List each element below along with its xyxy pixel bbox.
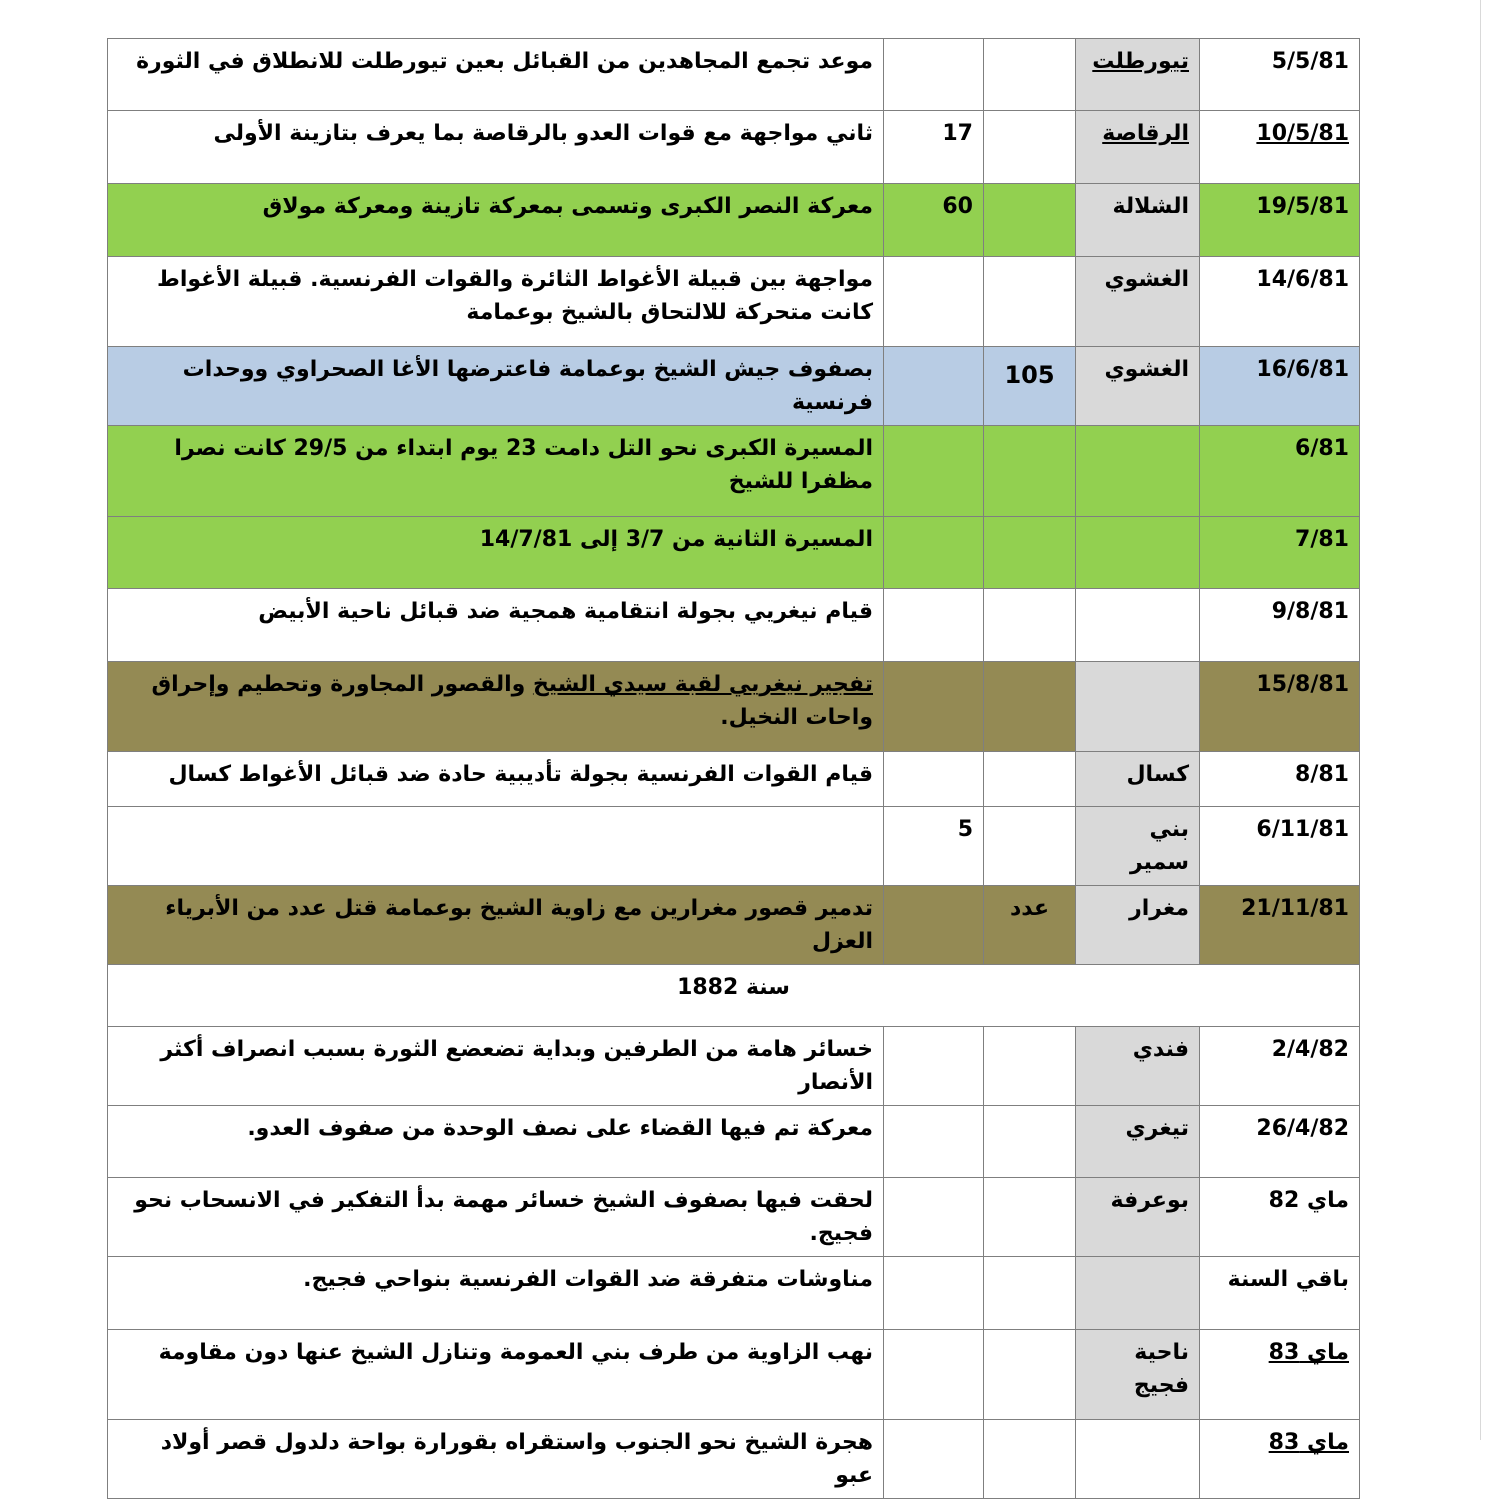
table-row: [108, 39, 1360, 111]
number-cell: [884, 662, 984, 752]
note-cell: عدد: [984, 886, 1076, 965]
number-cell: 60: [884, 184, 984, 257]
description-cell: لحقت فيها بصفوف الشيخ خسائر مهمة بدأ التفكير في الانسحاب نحو فجيج.: [108, 1178, 884, 1257]
date-cell: 16/6/81: [1200, 347, 1360, 426]
place-cell: [1076, 589, 1200, 662]
table-row: [108, 1027, 1360, 1106]
table-row: [108, 1330, 1360, 1420]
date-cell: 26/4/82: [1200, 1106, 1360, 1178]
year-heading: سنة 1882: [108, 965, 1360, 1027]
number-cell: [884, 517, 984, 589]
place-cell: [1076, 662, 1200, 752]
place-cell: [1076, 517, 1200, 589]
description-cell: هجرة الشيخ نحو الجنوب واستقراه بقورارة بواحة دلدول قصر أولاد عبو: [108, 1420, 884, 1499]
description-cell: خسائر هامة من الطرفين وبداية تضعضع الثورة بسبب انصراف أكثر الأنصار: [108, 1027, 884, 1106]
number-cell: [884, 1106, 984, 1178]
place-cell: [1076, 1420, 1200, 1499]
note-cell: [984, 184, 1076, 257]
note-cell: [984, 1178, 1076, 1257]
place-cell: الرقاصة: [1076, 111, 1200, 184]
place-cell: الغشوي: [1076, 257, 1200, 347]
table-row: [108, 426, 1360, 517]
description-cell: قيام القوات الفرنسية بجولة تأديبية حادة ضد قبائل الأغواط كسال: [108, 752, 884, 807]
date-cell: 21/11/81: [1200, 886, 1360, 965]
description-cell: تدمير قصور مغرارين مع زاوية الشيخ بوعمامة قتل عدد من الأبرياء العزل: [108, 886, 884, 965]
note-cell: [984, 111, 1076, 184]
place-cell: الغشوي: [1076, 347, 1200, 426]
date-cell: 10/5/81: [1200, 111, 1360, 184]
place-cell: تيورطلت: [1076, 39, 1200, 111]
table-row: [108, 111, 1360, 184]
place-cell: مغرار: [1076, 886, 1200, 965]
note-cell: [984, 39, 1076, 111]
number-cell: 17: [884, 111, 984, 184]
note-cell: [984, 426, 1076, 517]
note-cell: [984, 1420, 1076, 1499]
table-row: [108, 589, 1360, 662]
date-cell: 6/11/81: [1200, 807, 1360, 886]
table-row: [108, 1257, 1360, 1330]
date-cell: باقي السنة: [1200, 1257, 1360, 1330]
number-cell: 5: [884, 807, 984, 886]
description-cell: المسيرة الكبرى نحو التل دامت 23 يوم ابتداء من 29/5 كانت نصرا مظفرا للشيخ: [108, 426, 884, 517]
date-cell: ماي 83: [1200, 1330, 1360, 1420]
table-row: [108, 662, 1360, 752]
table-row: [108, 1420, 1360, 1499]
description-cell: [108, 662, 884, 752]
number-cell: [884, 1178, 984, 1257]
table-row: [108, 807, 1360, 886]
table-row: [108, 517, 1360, 589]
table-row: [108, 1106, 1360, 1178]
date-cell: 5/5/81: [1200, 39, 1360, 111]
place-cell: كسال: [1076, 752, 1200, 807]
note-cell: [984, 1027, 1076, 1106]
place-cell: ناحية فجيج: [1076, 1330, 1200, 1420]
note-cell: [984, 662, 1076, 752]
place-cell: الشلالة: [1076, 184, 1200, 257]
place-cell: فندي: [1076, 1027, 1200, 1106]
table-row: [108, 257, 1360, 347]
date-cell: 14/6/81: [1200, 257, 1360, 347]
description-cell: معركة النصر الكبرى وتسمى بمعركة تازينة ومعركة مولاق: [108, 184, 884, 257]
place-cell: [1076, 1257, 1200, 1330]
table-row: [108, 347, 1360, 426]
note-cell: [984, 517, 1076, 589]
note-cell: 105: [984, 347, 1076, 426]
place-cell: تيغري: [1076, 1106, 1200, 1178]
description-cell: مواجهة بين قبيلة الأغواط الثائرة والقوات الفرنسية. قبيلة الأغواط كانت متحركة للالتحاق بالشيخ بوعمامة: [108, 257, 884, 347]
note-cell: [984, 1257, 1076, 1330]
description-cell: [108, 807, 884, 886]
description-cell: ثاني مواجهة مع قوات العدو بالرقاصة بما يعرف بتازينة الأولى: [108, 111, 884, 184]
date-cell: 15/8/81: [1200, 662, 1360, 752]
note-cell: [984, 1106, 1076, 1178]
description-cell: مناوشات متفرقة ضد القوات الفرنسية بنواحي فجيج.: [108, 1257, 884, 1330]
date-cell: 6/81: [1200, 426, 1360, 517]
note-cell: [984, 589, 1076, 662]
number-cell: [884, 886, 984, 965]
number-cell: [884, 257, 984, 347]
number-cell: [884, 1420, 984, 1499]
description-cell: قيام نيغريي بجولة انتقامية همجية ضد قبائل ناحية الأبيض: [108, 589, 884, 662]
description-underlined: تفجير نيغريي لقبة سيدي الشيخ: [532, 672, 873, 697]
number-cell: [884, 1257, 984, 1330]
table-row: [108, 886, 1360, 965]
table-row: [108, 184, 1360, 257]
number-cell: [884, 752, 984, 807]
description-cell: معركة تم فيها القضاء على نصف الوحدة من صفوف العدو.: [108, 1106, 884, 1178]
date-cell: 8/81: [1200, 752, 1360, 807]
note-cell: [984, 807, 1076, 886]
table-row: [108, 1178, 1360, 1257]
description-rest: والقصور المجاورة وتحطيم وإحراق واحات النخيل.: [151, 672, 873, 730]
place-cell: [1076, 426, 1200, 517]
number-cell: [884, 1027, 984, 1106]
date-cell: ماي 82: [1200, 1178, 1360, 1257]
year-heading-row: [108, 965, 1360, 1027]
table-row: [108, 752, 1360, 807]
place-cell: بني سمير: [1076, 807, 1200, 886]
note-cell: [984, 752, 1076, 807]
number-cell: [884, 1330, 984, 1420]
place-cell: بوعرفة: [1076, 1178, 1200, 1257]
date-cell: 19/5/81: [1200, 184, 1360, 257]
date-cell: 2/4/82: [1200, 1027, 1360, 1106]
date-cell: 7/81: [1200, 517, 1360, 589]
number-cell: [884, 347, 984, 426]
description-cell: نهب الزاوية من طرف بني العمومة وتنازل الشيخ عنها دون مقاومة: [108, 1330, 884, 1420]
number-cell: [884, 589, 984, 662]
date-cell: ماي 83: [1200, 1420, 1360, 1499]
description-cell: بصفوف جيش الشيخ بوعمامة فاعترضها الأغا الصحراوي ووحدات فرنسية: [108, 347, 884, 426]
number-cell: [884, 39, 984, 111]
note-cell: [984, 257, 1076, 347]
chronology-table: [107, 38, 1360, 1499]
description-cell: المسيرة الثانية من 3/7 إلى 14/7/81: [108, 517, 884, 589]
description-cell: موعد تجمع المجاهدين من القبائل بعين تيورطلت للانطلاق في الثورة: [108, 39, 884, 111]
date-cell: 9/8/81: [1200, 589, 1360, 662]
number-cell: [884, 426, 984, 517]
note-cell: [984, 1330, 1076, 1420]
